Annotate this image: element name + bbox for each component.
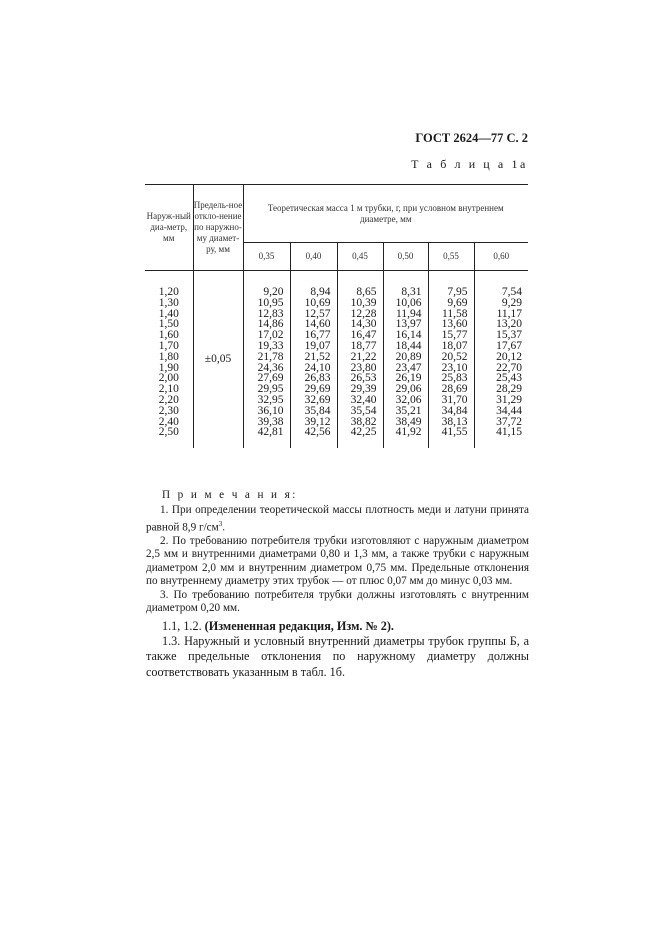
- cell-value: 2,00: [158, 372, 179, 385]
- notes-title: П р и м е ч а н и я:: [162, 489, 298, 501]
- inner-diameter-header: 0,45: [337, 243, 383, 271]
- cell-value: 9,29: [501, 296, 523, 309]
- cell-value: 13,60: [441, 318, 468, 331]
- cell-value: 12,57: [304, 307, 331, 320]
- note-2: 2. По требованию потребителя трубки изготовляют с наружным диаметром 2,5 мм и внутренними диаметрами 0,80 и 1,3 мм, а также трубки с наружным диаметром 2,0 мм и внутренним диаметром 0,75 мм. Предельные отклонения по внутреннему диаметру этих трубок — от плюс 0,07 мм до минус 0,03 мм.: [146, 534, 529, 588]
- cell-value: 2,10: [158, 383, 179, 396]
- cell-value: 36,10: [257, 404, 284, 417]
- cell-value: 10,69: [304, 296, 331, 309]
- cell-value: 18,44: [395, 339, 422, 352]
- cell-value: 1,80: [158, 350, 179, 363]
- cell-value: 15,77: [441, 329, 468, 342]
- cell-value: 10,06: [395, 296, 422, 309]
- table-row: [145, 271, 528, 448]
- cell-value: 39,12: [304, 415, 331, 428]
- cell-value: 2,50: [158, 426, 179, 439]
- cell-value: 32,40: [350, 393, 377, 406]
- cell-value: 8,31: [401, 286, 422, 298]
- cell-value: 25,43: [496, 372, 523, 385]
- note-1-sup: 3: [218, 519, 223, 528]
- cell-value: 1,40: [158, 307, 179, 320]
- cell-value: 41,92: [395, 426, 422, 439]
- inner-diameter-header: 0,40: [290, 243, 337, 271]
- cell-value: 2,40: [158, 415, 179, 428]
- cell-value: 2,20: [158, 393, 179, 406]
- cell-value: 20,89: [395, 350, 422, 363]
- cell-value: 41,55: [441, 426, 468, 439]
- cell-value: 17,67: [496, 339, 523, 352]
- cell-value: 18,07: [441, 339, 468, 352]
- cell-value: 11,17: [496, 307, 523, 320]
- cell-value: 16,77: [304, 329, 331, 342]
- note-3: 3. По требованию потребителя трубки должны изготовлять с внутренним диаметром 0,20 мм.: [146, 588, 529, 614]
- table-caption: Т а б л и ц а 1а: [411, 157, 528, 171]
- cell-value: 31,70: [441, 393, 468, 406]
- cell-value: 26,83: [304, 372, 331, 385]
- cell-value: 34,44: [496, 404, 523, 417]
- mass-cell: [337, 271, 383, 448]
- mass-cell: [474, 271, 528, 448]
- cell-value: 25,83: [441, 372, 468, 385]
- cell-value: 12,83: [257, 307, 284, 320]
- cell-value: 34,84: [441, 404, 468, 417]
- cell-value: 1,30: [158, 296, 179, 309]
- cell-value: 17,02: [257, 329, 284, 342]
- amendment-prefix: 1.1, 1.2.: [162, 619, 205, 633]
- cell-value: 8,65: [356, 286, 377, 298]
- cell-value: 1,70: [158, 339, 179, 352]
- cell-value: 19,33: [257, 339, 284, 352]
- cell-value: 32,69: [304, 393, 331, 406]
- col-header-tolerance: Предель-ное откло-нение по наружно-му диамет-ру, мм: [193, 185, 243, 271]
- cell-value: 29,39: [350, 383, 377, 396]
- cell-value: 39,38: [257, 415, 284, 428]
- cell-value: 24,10: [304, 361, 331, 374]
- mass-table: [145, 184, 528, 448]
- tolerance-cell: ±0,05: [193, 271, 243, 448]
- cell-value: 35,54: [350, 404, 377, 417]
- cell-value: 23,47: [395, 361, 422, 374]
- cell-value: 38,49: [395, 415, 422, 428]
- cell-value: 42,56: [304, 426, 331, 439]
- cell-value: 38,13: [441, 415, 468, 428]
- note-1-text: 1. При определении теоретической массы плотность меди и латуни принята равной 8,9 г/см: [146, 504, 529, 534]
- cell-value: 13,97: [395, 318, 422, 331]
- cell-value: 23,80: [350, 361, 377, 374]
- cell-value: 29,95: [257, 383, 284, 396]
- cell-value: 1,50: [158, 318, 179, 331]
- cell-value: 1,90: [158, 361, 179, 374]
- cell-value: 42,25: [350, 426, 377, 439]
- cell-value: 35,84: [304, 404, 331, 417]
- cell-value: 29,69: [304, 383, 331, 396]
- cell-value: 14,86: [257, 318, 284, 331]
- page-header: ГОСТ 2624—77 С. 2: [415, 131, 528, 145]
- body-text: [146, 619, 529, 680]
- cell-value: 28,69: [441, 383, 468, 396]
- cell-value: 18,77: [350, 339, 377, 352]
- cell-value: 12,28: [350, 307, 377, 320]
- inner-diameter-header: 0,60: [474, 243, 528, 271]
- cell-value: 14,30: [350, 318, 377, 331]
- mass-cell: [383, 271, 428, 448]
- cell-value: 32,95: [257, 393, 284, 406]
- cell-value: 19,07: [304, 339, 331, 352]
- cell-value: 32,06: [395, 393, 422, 406]
- cell-value: 22,70: [496, 361, 523, 374]
- cell-value: 42,81: [257, 426, 284, 439]
- cell-value: 41,15: [496, 426, 523, 439]
- mass-cell: [428, 271, 474, 448]
- col-header-outer-diameter: Наруж-ный диа-метр, мм: [145, 185, 193, 271]
- cell-value: 21,78: [257, 350, 284, 363]
- cell-value: 23,10: [441, 361, 468, 374]
- cell-value: 9,69: [447, 296, 468, 309]
- cell-value: 38,82: [350, 415, 377, 428]
- cell-value: 37,72: [496, 415, 523, 428]
- cell-value: 10,95: [257, 296, 284, 309]
- inner-diameter-header: 0,55: [428, 243, 474, 271]
- cell-value: 26,19: [395, 372, 422, 385]
- mass-cell: [243, 271, 290, 448]
- outer-diameter-cell: [145, 271, 193, 448]
- col-header-mass-group: Теоретическая масса 1 м трубки, г, при условном внутреннем диаметре, мм: [243, 185, 528, 243]
- cell-value: 27,69: [257, 372, 284, 385]
- inner-diameter-header: 0,50: [383, 243, 428, 271]
- cell-value: 13,20: [496, 318, 523, 331]
- cell-value: 28,29: [496, 383, 523, 396]
- cell-value: 15,37: [496, 329, 523, 342]
- cell-value: 1,20: [158, 286, 179, 298]
- cell-value: 26,53: [350, 372, 377, 385]
- cell-value: 16,47: [350, 329, 377, 342]
- cell-value: 29,06: [395, 383, 422, 396]
- cell-value: 11,58: [442, 307, 468, 320]
- cell-value: 21,52: [304, 350, 331, 363]
- cell-value: 8,94: [310, 286, 331, 298]
- cell-value: 21,22: [350, 350, 377, 363]
- mass-cell: [290, 271, 337, 448]
- cell-value: 2,30: [158, 404, 179, 417]
- cell-value: 31,29: [496, 393, 523, 406]
- cell-value: 14,60: [304, 318, 331, 331]
- amendment-bold: (Измененная редакция, Изм. № 2).: [204, 619, 394, 633]
- cell-value: 1,60: [158, 329, 179, 342]
- note-1: [146, 504, 529, 535]
- cell-value: 16,14: [395, 329, 422, 342]
- paragraph-amendment: [146, 619, 529, 634]
- cell-value: 11,94: [396, 307, 422, 320]
- inner-diameter-header: 0,35: [243, 243, 290, 271]
- cell-value: 20,12: [496, 350, 523, 363]
- cell-value: 9,20: [263, 286, 284, 298]
- note-1-end: .: [222, 521, 226, 534]
- paragraph-1-3: 1.3. Наружный и условный внутренний диаметры трубок группы Б, а также предельные отклонения по наружному диаметру должны соответствовать указанным в табл. 1б.: [146, 634, 529, 679]
- cell-value: 20,52: [441, 350, 468, 363]
- cell-value: 35,21: [395, 404, 422, 417]
- cell-value: 24,36: [257, 361, 284, 374]
- cell-value: 7,54: [501, 286, 523, 298]
- cell-value: 7,95: [447, 286, 468, 298]
- notes-block: [146, 489, 529, 615]
- cell-value: 10,39: [350, 296, 377, 309]
